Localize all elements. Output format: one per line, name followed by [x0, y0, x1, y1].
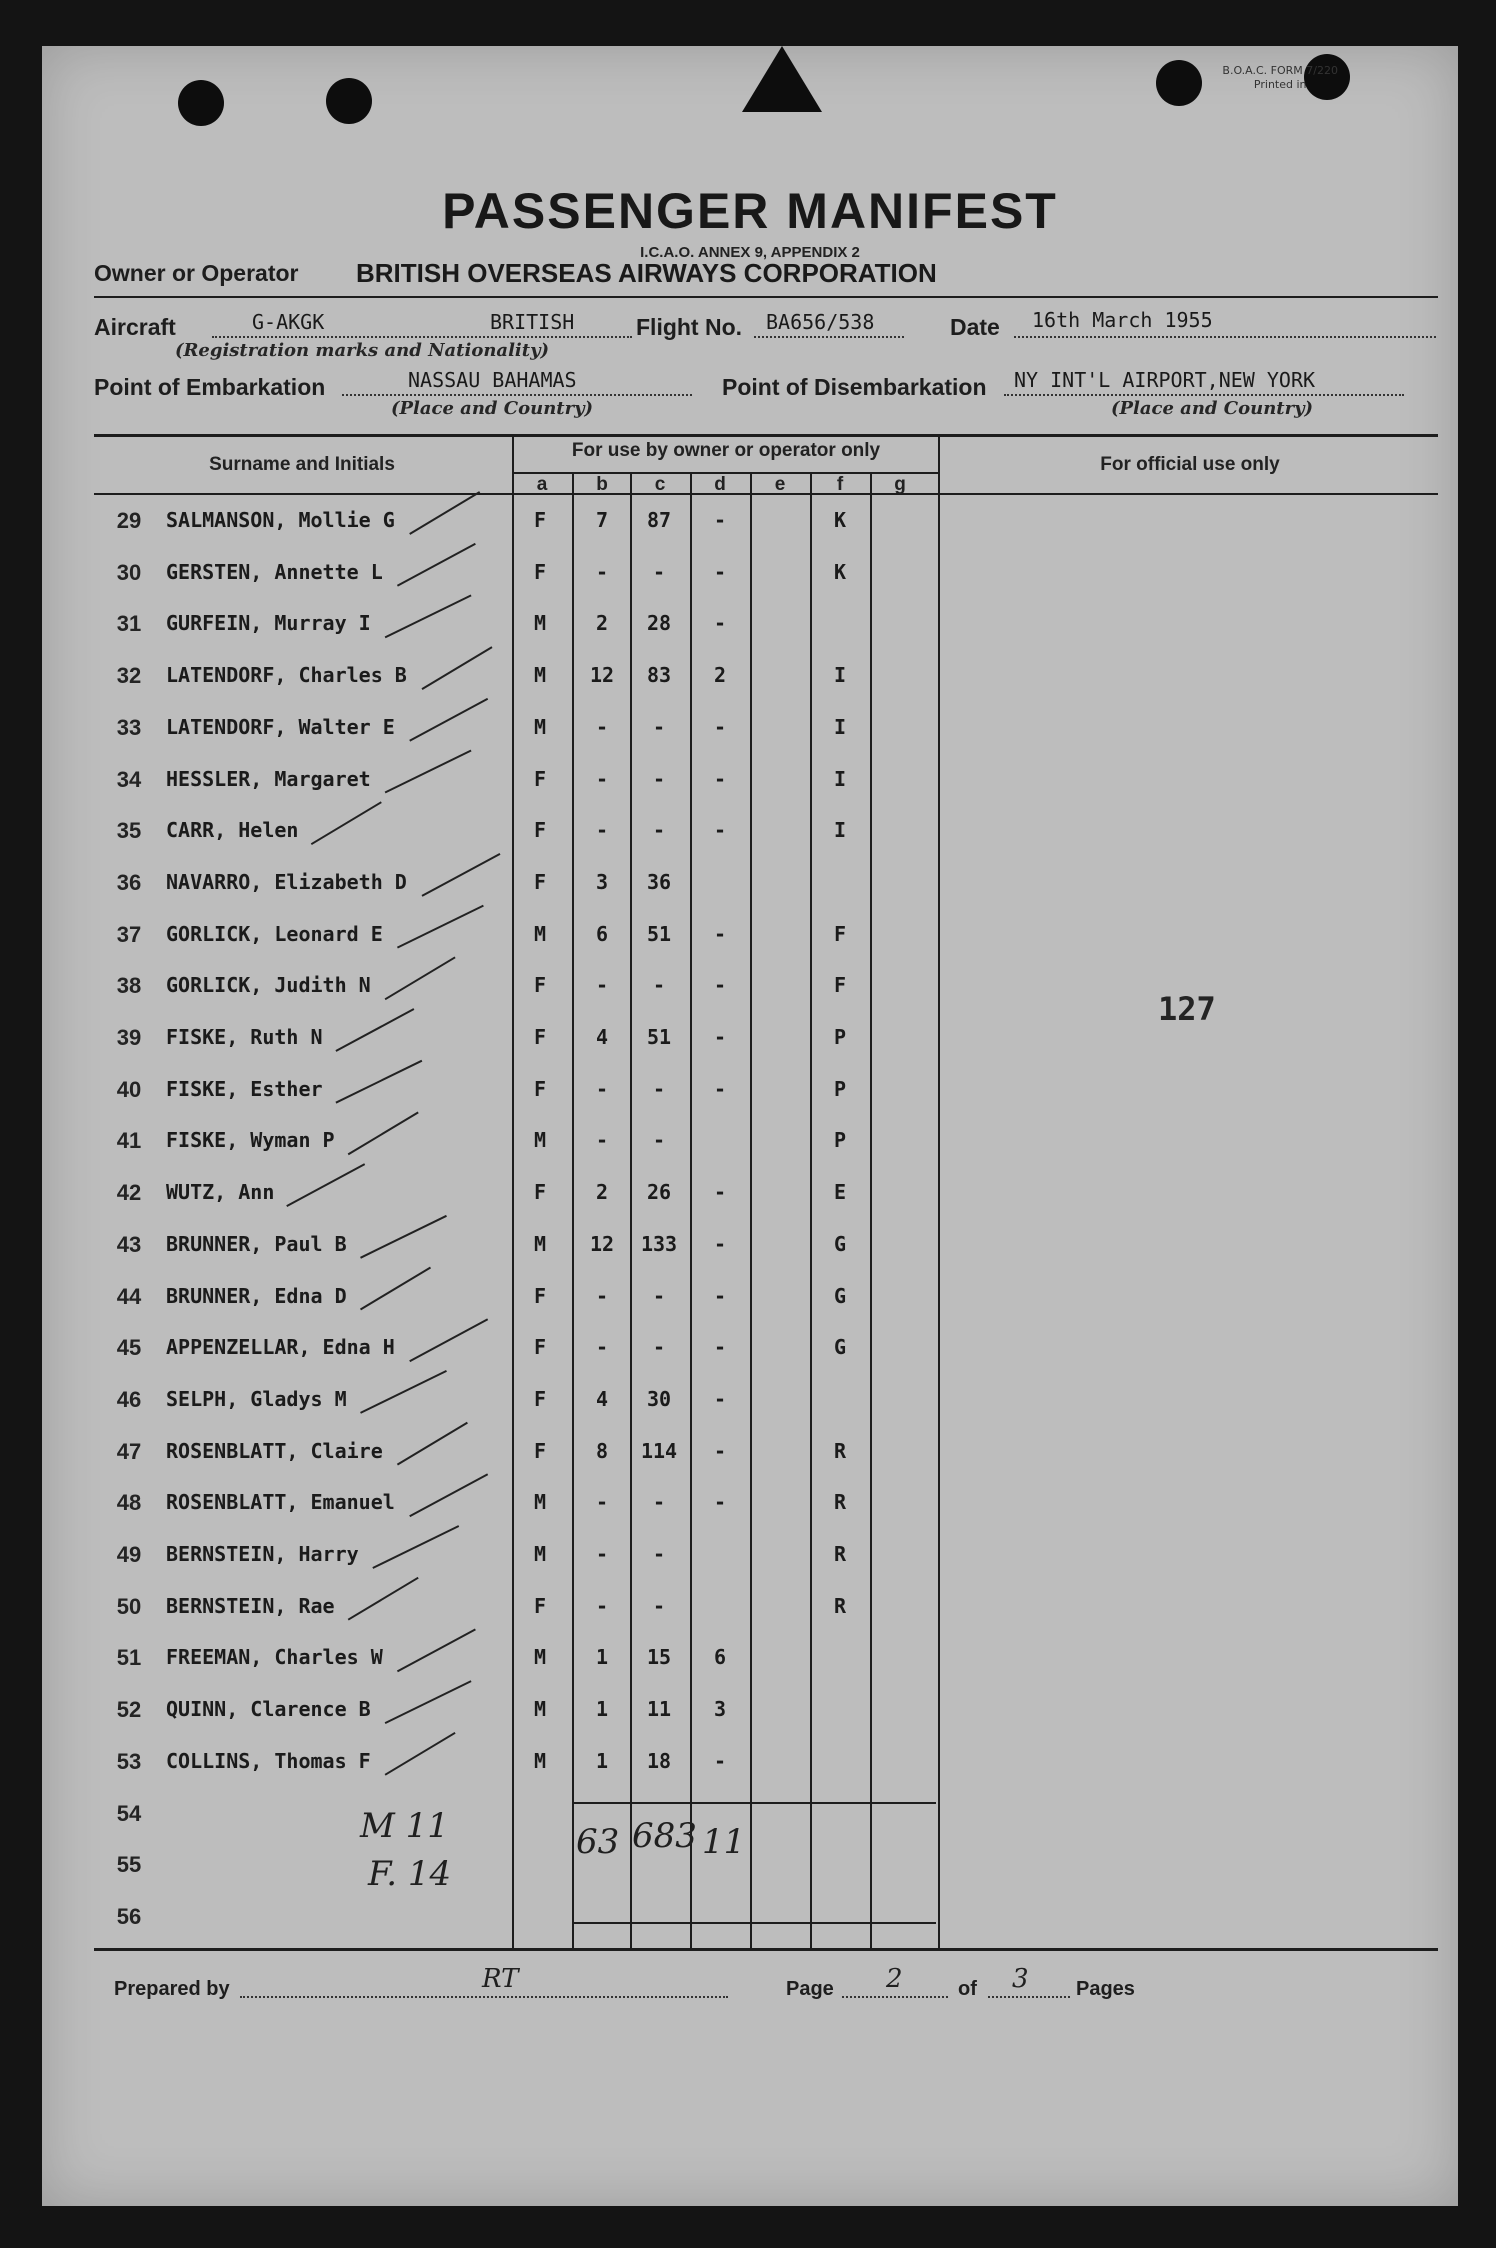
column-c-cell: - — [652, 1283, 666, 1308]
passenger-name: COLLINS, Thomas F — [166, 1748, 371, 1773]
check-stroke — [422, 647, 492, 689]
column-c-cell: 11 — [646, 1697, 672, 1722]
check-stroke — [397, 1629, 475, 1671]
sex-cell: M — [533, 1748, 547, 1773]
column-f-cell: R — [833, 1438, 847, 1463]
row-number: 38 — [116, 973, 142, 999]
check-stroke — [410, 699, 488, 741]
sex-cell: F — [533, 1335, 547, 1360]
sex-cell: F — [533, 1386, 547, 1411]
sex-cell: F — [533, 1438, 547, 1463]
passenger-name: BRUNNER, Edna D — [166, 1283, 347, 1308]
check-stroke — [361, 1268, 431, 1310]
row-number: 31 — [116, 611, 142, 637]
column-c-cell: 51 — [646, 921, 672, 946]
column-b-cell: - — [595, 559, 609, 584]
column-f-cell: R — [833, 1593, 847, 1618]
sex-cell: M — [533, 921, 547, 946]
sex-cell: F — [533, 1025, 547, 1049]
sex-cell: F — [533, 1283, 547, 1308]
column-b-cell: - — [595, 714, 609, 739]
column-d-cell: - — [713, 1748, 727, 1773]
passenger-name: BERNSTEIN, Rae — [166, 1593, 335, 1618]
check-marks — [42, 46, 1458, 2206]
column-b-cell: 1 — [595, 1697, 609, 1722]
row-number: 30 — [116, 559, 142, 585]
column-f-cell: G — [833, 1231, 847, 1256]
column-f-cell: R — [833, 1542, 847, 1566]
column-f-cell: G — [833, 1335, 847, 1360]
sex-cell: M — [533, 1542, 547, 1566]
check-stroke — [385, 595, 471, 637]
column-c-cell: 87 — [646, 508, 672, 532]
sex-cell: F — [533, 766, 547, 791]
sex-cell: F — [533, 818, 547, 843]
date-label: Date — [950, 314, 1000, 340]
column-header-c: c — [654, 474, 666, 495]
prepared-by-label: Prepared by — [114, 1978, 230, 2000]
sex-cell: F — [533, 1593, 547, 1618]
row-number: 46 — [116, 1386, 142, 1412]
row-number: 49 — [116, 1542, 142, 1567]
column-d-cell: - — [713, 1180, 727, 1205]
column-c-cell: - — [652, 714, 666, 739]
aircraft-registration: G-AKGK — [252, 310, 325, 334]
document-subtitle: I.C.A.O. ANNEX 9, APPENDIX 2 — [640, 244, 860, 261]
passenger-name: FISKE, Esther — [166, 1076, 323, 1101]
column-d-cell: - — [713, 1438, 727, 1463]
document-title: PASSENGER MANIFEST — [442, 183, 1058, 239]
passenger-name: GERSTEN, Annette L — [166, 559, 383, 584]
check-stroke — [385, 1681, 471, 1723]
column-d-cell: - — [713, 1231, 727, 1256]
check-stroke — [385, 957, 455, 999]
column-b-cell: - — [595, 973, 609, 998]
passenger-name: BERNSTEIN, Harry — [166, 1542, 359, 1566]
column-d-cell: - — [713, 559, 727, 584]
column-b-cell: 3 — [595, 869, 609, 894]
check-stroke — [397, 544, 475, 586]
row-number: 52 — [116, 1697, 142, 1723]
row-number: 51 — [116, 1645, 142, 1671]
column-c-cell: - — [652, 973, 666, 998]
column-d-cell: - — [713, 818, 727, 843]
row-number: 33 — [116, 714, 142, 740]
check-stroke — [397, 906, 483, 948]
column-f-cell: P — [833, 1076, 847, 1101]
row-number: 50 — [116, 1593, 142, 1619]
column-d-cell: 6 — [713, 1645, 727, 1670]
column-b-cell: 8 — [595, 1438, 609, 1463]
sex-cell: F — [533, 559, 547, 584]
disembarkation-label: Point of Disembarkation — [722, 374, 987, 400]
column-d-cell: - — [713, 766, 727, 791]
column-b-cell: - — [595, 1593, 609, 1618]
column-d-cell: - — [713, 611, 727, 636]
column-d-cell: 2 — [713, 663, 727, 688]
sex-cell: M — [533, 1128, 547, 1153]
owner-use-header: For use by owner or operator only — [571, 440, 881, 461]
column-b-cell: - — [595, 1490, 609, 1515]
passenger-name: LATENDORF, Walter E — [166, 714, 395, 739]
column-header-g: g — [894, 474, 906, 495]
check-stroke — [348, 1112, 418, 1154]
sex-cell: M — [533, 1490, 547, 1515]
official-stamp: 127 — [1158, 990, 1216, 1028]
page-label: Page — [786, 1978, 834, 2000]
column-header-a: a — [536, 474, 548, 495]
row-number: 44 — [116, 1283, 142, 1309]
check-stroke — [397, 1423, 467, 1465]
passenger-name: HESSLER, Margaret — [166, 766, 371, 791]
row-number: 34 — [116, 766, 142, 792]
of-value: 3 — [1012, 1964, 1029, 1994]
row-number: 40 — [116, 1076, 142, 1102]
passenger-name: FREEMAN, Charles W — [166, 1645, 383, 1670]
disembarkation-note: (Place and Country) — [1110, 398, 1314, 419]
passenger-name: GURFEIN, Murray I — [166, 611, 371, 636]
column-c-cell: - — [652, 1335, 666, 1360]
printed-in-text: Printed in — [1253, 78, 1307, 91]
aircraft-note: (Registration marks and Nationality) — [174, 340, 550, 361]
column-b-cell: - — [595, 766, 609, 791]
column-c-cell: 30 — [646, 1386, 672, 1411]
column-d-cell: - — [713, 973, 727, 998]
column-b-cell: - — [595, 1542, 609, 1566]
disembarkation-value: NY INT'L AIRPORT,NEW YORK — [1014, 368, 1316, 392]
column-c-cell: 28 — [646, 611, 672, 636]
check-stroke — [410, 1474, 488, 1516]
column-c-cell: - — [652, 559, 666, 584]
column-f-cell: I — [833, 663, 847, 688]
column-b-cell: 12 — [589, 663, 615, 688]
aircraft-nationality: BRITISH — [490, 310, 575, 334]
column-c-cell: 114 — [640, 1438, 678, 1463]
column-header-f: f — [836, 474, 844, 495]
passenger-name: ROSENBLATT, Claire — [166, 1438, 383, 1463]
passenger-name: LATENDORF, Charles B — [166, 663, 407, 688]
column-b-cell: 4 — [595, 1025, 609, 1049]
embarkation-label: Point of Embarkation — [94, 374, 326, 400]
row-number: 53 — [116, 1748, 142, 1774]
passenger-name: NAVARRO, Elizabeth D — [166, 869, 407, 894]
passenger-name: SALMANSON, Mollie G — [166, 508, 395, 532]
passenger-name: FISKE, Wyman P — [166, 1128, 335, 1153]
page-value: 2 — [886, 1964, 903, 1994]
embarkation-value: NASSAU BAHAMAS — [408, 368, 577, 392]
check-stroke — [336, 1061, 422, 1103]
total-b: 63 — [576, 1822, 620, 1862]
female-count: F. 14 — [368, 1854, 452, 1894]
row-number: 41 — [116, 1128, 142, 1154]
passenger-name: GORLICK, Judith N — [166, 973, 371, 998]
row-number: 36 — [116, 869, 142, 895]
row-number: 47 — [116, 1438, 142, 1464]
column-b-cell: 4 — [595, 1386, 609, 1411]
aircraft-label: Aircraft — [94, 314, 176, 340]
column-c-cell: 15 — [646, 1645, 672, 1670]
row-number: 54 — [116, 1800, 142, 1826]
column-d-cell: - — [713, 1335, 727, 1360]
column-b-cell: - — [595, 818, 609, 843]
column-f-cell: P — [833, 1025, 847, 1049]
column-f-cell: G — [833, 1283, 847, 1308]
check-stroke — [373, 1526, 459, 1568]
check-stroke — [385, 751, 471, 793]
column-d-cell: - — [713, 1076, 727, 1101]
check-stroke — [336, 1009, 414, 1051]
column-f-cell: E — [833, 1180, 847, 1205]
column-c-cell: - — [652, 1490, 666, 1515]
male-count: M 11 — [360, 1806, 449, 1846]
passenger-name: WUTZ, Ann — [166, 1180, 275, 1205]
column-c-cell: - — [652, 1542, 666, 1566]
row-number: 56 — [116, 1903, 142, 1929]
total-c: 683 — [632, 1816, 697, 1856]
sex-cell: F — [533, 1076, 547, 1101]
row-number: 55 — [116, 1852, 142, 1878]
column-b-cell: - — [595, 1335, 609, 1360]
column-c-cell: 51 — [646, 1025, 672, 1049]
row-number: 37 — [116, 921, 142, 947]
column-b-cell: 2 — [595, 611, 609, 636]
column-header-e: e — [774, 474, 786, 495]
check-stroke — [311, 802, 381, 844]
embarkation-note: (Place and Country) — [390, 398, 594, 419]
column-f-cell: F — [833, 921, 847, 946]
column-b-cell: 2 — [595, 1180, 609, 1205]
pages-label: Pages — [1076, 1978, 1135, 2000]
form-number-text: B.O.A.C. FORM 7/220 — [1222, 64, 1338, 77]
sex-cell: F — [533, 869, 547, 894]
column-b-cell: 12 — [589, 1231, 615, 1256]
column-d-cell: - — [713, 921, 727, 946]
column-c-cell: - — [652, 1128, 666, 1153]
row-number: 48 — [116, 1490, 142, 1516]
sex-cell: M — [533, 611, 547, 636]
check-stroke — [422, 854, 500, 896]
column-f-cell: K — [833, 559, 847, 584]
column-d-cell: 3 — [713, 1697, 727, 1722]
row-number: 43 — [116, 1231, 142, 1257]
passenger-name: GORLICK, Leonard E — [166, 921, 383, 946]
column-c-cell: 83 — [646, 663, 672, 688]
column-d-cell: - — [713, 1386, 727, 1411]
column-d-cell: - — [713, 1283, 727, 1308]
column-f-cell: F — [833, 973, 847, 998]
check-stroke — [410, 492, 480, 534]
passenger-name: QUINN, Clarence B — [166, 1697, 371, 1722]
column-c-cell: 133 — [640, 1231, 678, 1256]
column-d-cell: - — [713, 714, 727, 739]
column-c-cell: 36 — [646, 869, 672, 894]
check-stroke — [385, 1733, 455, 1775]
column-b-cell: - — [595, 1283, 609, 1308]
check-stroke — [361, 1371, 447, 1413]
check-stroke — [287, 1164, 365, 1206]
column-c-cell: - — [652, 766, 666, 791]
row-number: 45 — [116, 1335, 142, 1361]
surname-column-header: Surname and Initials — [209, 454, 395, 475]
column-header-d: d — [714, 474, 726, 495]
column-b-cell: 1 — [595, 1748, 609, 1773]
manifest-sheet — [42, 46, 1458, 2206]
date-value: 16th March 1955 — [1032, 308, 1213, 332]
column-c-cell: 18 — [646, 1748, 672, 1773]
column-b-cell: 1 — [595, 1645, 609, 1670]
column-b-cell: 6 — [595, 921, 609, 946]
row-number: 32 — [116, 663, 142, 689]
column-c-cell: - — [652, 1593, 666, 1618]
check-stroke — [410, 1319, 488, 1361]
column-c-cell: 26 — [646, 1180, 672, 1205]
sex-cell: F — [533, 508, 547, 532]
total-d: 11 — [702, 1822, 746, 1862]
sex-cell: F — [533, 1180, 547, 1205]
column-f-cell: I — [833, 766, 847, 791]
flight-number-value: BA656/538 — [766, 310, 875, 334]
flight-number-label: Flight No. — [636, 314, 743, 340]
column-f-cell: K — [833, 508, 847, 532]
passenger-name: APPENZELLAR, Edna H — [166, 1335, 395, 1360]
of-label: of — [958, 1978, 977, 2000]
check-stroke — [348, 1578, 418, 1620]
passenger-name: CARR, Helen — [166, 818, 299, 843]
column-b-cell: - — [595, 1076, 609, 1101]
passenger-name: ROSENBLATT, Emanuel — [166, 1490, 395, 1515]
row-number: 35 — [116, 818, 142, 844]
prepared-by-value: RT — [482, 1964, 519, 1994]
sex-cell: M — [533, 663, 547, 688]
passenger-name: FISKE, Ruth N — [166, 1025, 323, 1049]
column-d-cell: - — [713, 1025, 727, 1049]
official-use-header: For official use only — [1100, 454, 1280, 475]
row-number: 39 — [116, 1025, 142, 1050]
check-stroke — [361, 1216, 447, 1258]
column-header-b: b — [596, 474, 608, 495]
column-f-cell: R — [833, 1490, 847, 1515]
column-d-cell: - — [713, 1490, 727, 1515]
sex-cell: F — [533, 973, 547, 998]
row-number: 29 — [116, 508, 142, 533]
passenger-name: BRUNNER, Paul B — [166, 1231, 347, 1256]
column-c-cell: - — [652, 818, 666, 843]
column-b-cell: - — [595, 1128, 609, 1153]
column-f-cell: I — [833, 714, 847, 739]
sex-cell: M — [533, 1697, 547, 1722]
column-c-cell: - — [652, 1076, 666, 1101]
owner-label: Owner or Operator — [94, 260, 299, 286]
sex-cell: M — [533, 1231, 547, 1256]
column-d-cell: - — [713, 508, 727, 532]
passenger-name: SELPH, Gladys M — [166, 1386, 347, 1411]
column-f-cell: P — [833, 1128, 847, 1153]
sex-cell: M — [533, 714, 547, 739]
sex-cell: M — [533, 1645, 547, 1670]
owner-value: BRITISH OVERSEAS AIRWAYS CORPORATION — [356, 258, 937, 288]
row-number: 42 — [116, 1180, 142, 1206]
column-f-cell: I — [833, 818, 847, 843]
column-b-cell: 7 — [595, 508, 609, 532]
